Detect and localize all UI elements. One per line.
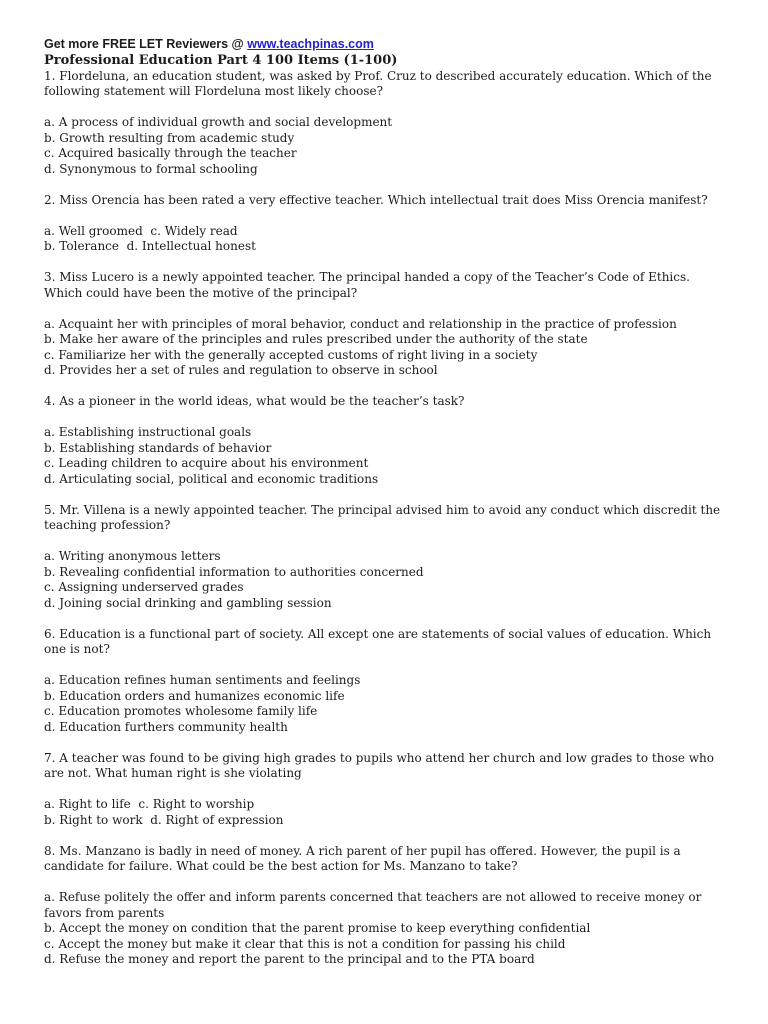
option-line: a. A process of individual growth and social development (44, 115, 393, 129)
option-line: c. Leading children to acquire about his environment (44, 456, 369, 470)
question-text: 6. Education is a functional part of society. All except one are statements of social values of education. Which one is not? (44, 626, 715, 656)
option-line: a. Refuse politely the offer and inform parents concerned that teachers are not allowed to receive money or favors from parents (44, 890, 706, 920)
option-line: b. Education orders and humanizes economic life (44, 688, 345, 703)
question-block (44, 69, 730, 178)
question-text: 5. Mr. Villena is a newly appointed teacher. The principal advised him to avoid any conduct which discredit the teaching profession? (44, 502, 724, 532)
question-text: 3. Miss Lucero is a newly appointed teacher. The principal handed a copy of the Teacher’s Code of Ethics. Which could have been the motive of the principal? (44, 270, 694, 300)
question-block (44, 751, 730, 829)
option-line: a. Acquaint her with principles of moral behavior, conduct and relationship in the practice of profession (44, 316, 677, 331)
option-line: c. Assigning underserved grades (44, 580, 244, 594)
options-list (44, 425, 730, 487)
option-line: c. Accept the money but make it clear that this is not a condition for passing his child (44, 936, 566, 951)
option-line: c. Familiarize her with the generally accepted customs of right living in a society (44, 347, 538, 362)
promo-header-text: Get more FREE LET Reviewers @ (44, 37, 248, 51)
option-line: b. Establishing standards of behavior (44, 440, 272, 455)
question-text: 2. Miss Orencia has been rated a very effective teacher. Which intellectual trait does Miss Orencia manifest? (44, 192, 708, 207)
option-line: b. Accept the money on condition that the parent promise to keep everything confidential (44, 921, 591, 935)
option-line: c. Acquired basically through the teacher (44, 146, 297, 160)
option-line: a. Establishing instructional goals (44, 425, 252, 439)
options-list (44, 224, 730, 255)
question-text: 8. Ms. Manzano is badly in need of money. A rich parent of her pupil has offered. However, the pupil is a candidate for failure. What could be the best action for Ms. Manzano to take? (44, 843, 685, 873)
option-line: b. Make her aware of the principles and rules prescribed under the authority of the state (44, 332, 588, 346)
option-line: a. Writing anonymous letters (44, 549, 221, 563)
question-text: 7. A teacher was found to be giving high grades to pupils who attend her church and low grades to those who are not. What human right is she violating (44, 750, 718, 780)
option-line: d. Synonymous to formal schooling (44, 161, 258, 176)
promo-header (44, 37, 730, 53)
option-line: c. Education promotes wholesome family life (44, 704, 318, 718)
options-list (44, 549, 730, 611)
question-block (44, 503, 730, 612)
option-line: b. Tolerance d. Intellectual honest (44, 239, 256, 253)
option-line: b. Growth resulting from academic study (44, 130, 295, 145)
option-line: a. Well groomed c. Widely read (44, 223, 238, 238)
option-line: d. Joining social drinking and gambling session (44, 595, 332, 610)
option-line: d. Education furthers community health (44, 719, 288, 734)
question-block (44, 627, 730, 736)
option-line: d. Refuse the money and report the parent to the principal and to the PTA board (44, 952, 535, 966)
options-list (44, 797, 730, 828)
option-line: a. Education refines human sentiments and feelings (44, 673, 361, 687)
question-block (44, 394, 730, 487)
option-line: b. Revealing confidential information to authorities concerned (44, 564, 424, 579)
option-line: d. Articulating social, political and economic traditions (44, 471, 379, 486)
option-line: b. Right to work d. Right of expression (44, 812, 284, 827)
question-block (44, 270, 730, 379)
options-list (44, 890, 730, 968)
question-text: 4. As a pioneer in the world ideas, what would be the teacher’s task? (44, 394, 465, 408)
options-list (44, 317, 730, 379)
question-block (44, 844, 730, 968)
question-text: 1. Flordeluna, an education student, was asked by Prof. Cruz to described accurately education. Which of the following statement will Flordeluna most likely choose? (44, 68, 716, 98)
teachpinas-link[interactable]: www.teachpinas.com (247, 37, 374, 51)
option-line: a. Right to life c. Right to worship (44, 797, 255, 811)
options-list (44, 115, 730, 177)
question-block (44, 193, 730, 255)
document-title: Professional Education Part 4 100 Items (1-100) (44, 52, 398, 68)
options-list (44, 673, 730, 735)
option-line: d. Provides her a set of rules and regulation to observe in school (44, 363, 438, 377)
